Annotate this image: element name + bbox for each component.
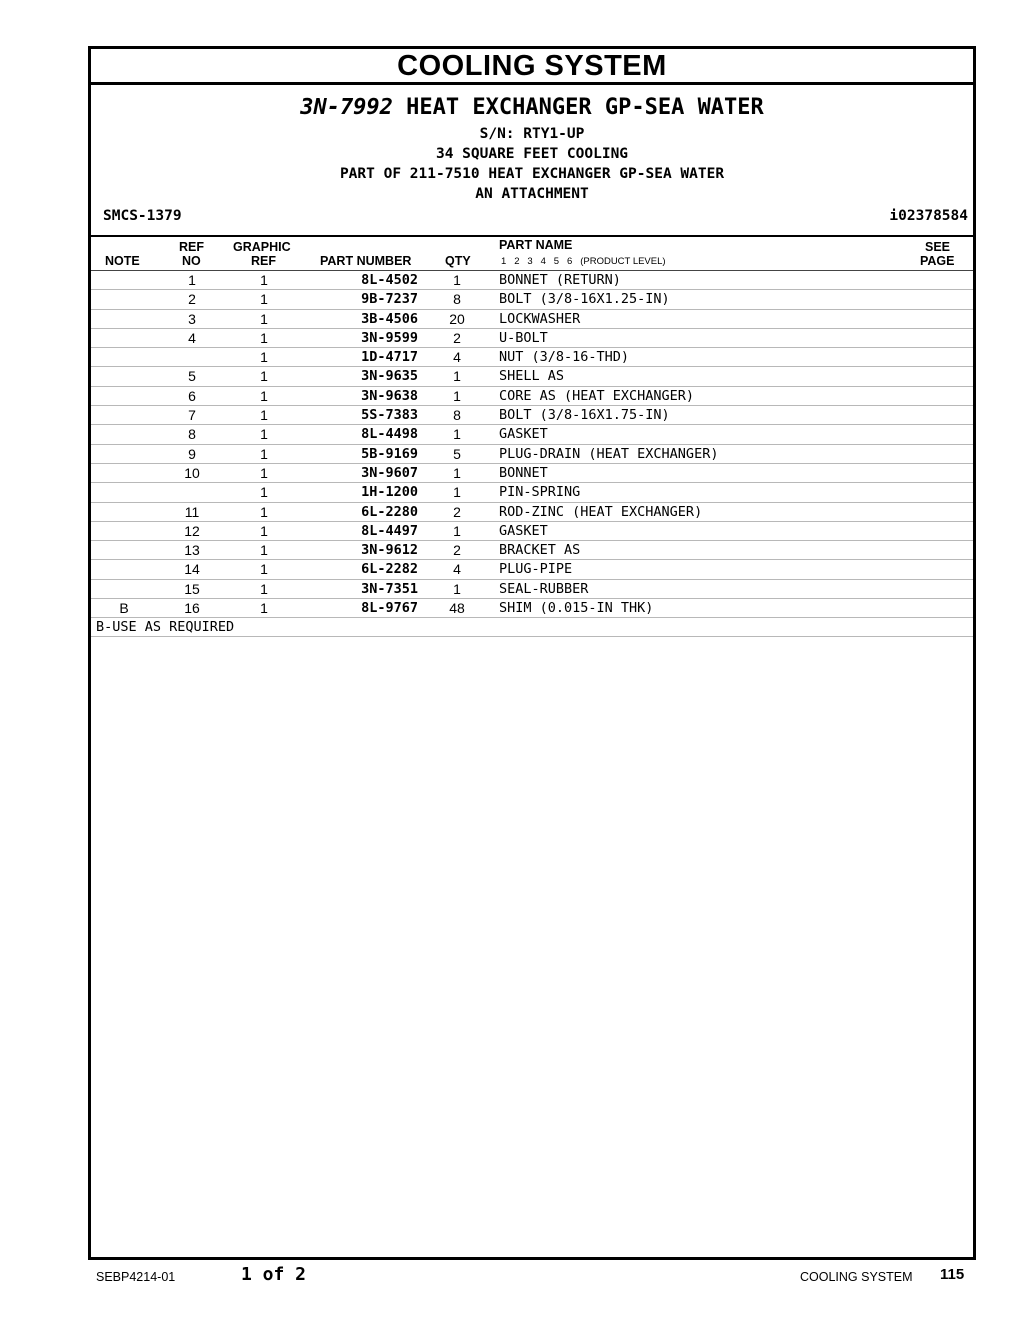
col-qty: QTY: [445, 254, 471, 268]
part-name-cell: CORE AS (HEAT EXCHANGER): [499, 387, 695, 404]
part-of-text: PART OF 211-7510 HEAT EXCHANGER GP-SEA WATER: [339, 166, 725, 182]
graphic-ref-cell: 1: [260, 310, 268, 327]
ref-no-cell: 13: [184, 542, 200, 559]
ref-no-cell: 5: [188, 368, 196, 385]
group-part-number: 3N-7992: [300, 95, 393, 120]
table-row: [91, 367, 973, 386]
attachment-text: AN ATTACHMENT: [475, 186, 589, 202]
part-number-cell: 8L-4498: [361, 426, 418, 443]
ref-no-cell: 15: [184, 580, 200, 597]
qty-cell: 4: [453, 561, 461, 578]
part-number-cell: 1D-4717: [361, 349, 418, 366]
table-row: [91, 522, 973, 541]
col-see-bottom: PAGE: [920, 254, 955, 268]
qty-cell: 1: [453, 272, 461, 288]
part-number-cell: 8L-4497: [361, 522, 418, 539]
table-row: [91, 290, 973, 309]
ref-no-cell: 2: [188, 291, 196, 308]
qty-cell: 2: [453, 329, 461, 346]
table-row: [91, 483, 973, 502]
graphic-ref-cell: 1: [260, 542, 268, 559]
part-name-cell: BRACKET AS: [499, 542, 581, 559]
parts-page-frame: [88, 46, 976, 1260]
table-row: [91, 425, 973, 444]
part-number-cell: 3N-9638: [361, 387, 418, 404]
qty-cell: 5: [453, 445, 461, 462]
graphic-ref-cell: 1: [260, 503, 268, 520]
col-see-top: SEE: [925, 240, 951, 254]
part-name-cell: SHELL AS: [499, 368, 565, 385]
ref-no-cell: 16: [184, 600, 200, 617]
ref-no-cell: 6: [188, 387, 196, 404]
qty-cell: 8: [453, 407, 461, 424]
footer-doc-id: SEBP4214-01: [96, 1270, 176, 1284]
ref-no-cell: 9: [188, 445, 196, 462]
footer-page-number: 115: [940, 1266, 965, 1283]
ref-no-cell: 3: [188, 310, 196, 327]
table-row: [91, 560, 973, 579]
ref-no-cell: 10: [184, 464, 200, 481]
col-graphic-top: GRAPHIC: [233, 240, 291, 254]
table-row: [91, 503, 973, 522]
cooling-spec: 34 SQUARE FEET COOLING: [435, 146, 629, 162]
graphic-ref-cell: 1: [260, 329, 268, 346]
ref-no-cell: 12: [184, 522, 200, 539]
ref-no-cell: 1: [188, 272, 196, 288]
parts-list: [91, 271, 973, 637]
part-number-cell: 1H-1200: [361, 484, 418, 501]
graphic-ref-cell: 1: [260, 349, 268, 366]
part-name-cell: BONNET (RETURN): [499, 272, 621, 288]
footer-section: COOLING SYSTEM: [800, 1270, 913, 1284]
qty-cell: 1: [453, 580, 461, 597]
part-name-cell: BONNET: [499, 464, 548, 481]
table-row: [91, 599, 973, 618]
part-number-cell: 6L-2282: [361, 561, 418, 578]
part-number-cell: 3N-9635: [361, 368, 418, 385]
part-number-cell: 8L-4502: [361, 272, 418, 288]
table-row: [91, 464, 973, 483]
part-name-cell: SHIM (0.015-IN THK): [499, 600, 654, 617]
table-row: [91, 445, 973, 464]
table-row: [91, 348, 973, 367]
ref-no-cell: 14: [184, 561, 200, 578]
ref-no-cell: 7: [188, 407, 196, 424]
part-number-cell: 3N-9607: [361, 464, 418, 481]
col-ref-top: REF: [179, 240, 204, 254]
part-name-cell: GASKET: [499, 522, 548, 539]
graphic-ref-cell: 1: [260, 522, 268, 539]
group-title: [91, 95, 973, 121]
graphic-ref-cell: 1: [260, 407, 268, 424]
graphic-ref-cell: 1: [260, 387, 268, 404]
part-name-cell: GASKET: [499, 426, 548, 443]
footnote: B-USE AS REQUIRED: [91, 618, 973, 637]
part-number-cell: 3N-9612: [361, 542, 418, 559]
table-row: [91, 310, 973, 329]
section-title: COOLING SYSTEM: [91, 49, 973, 85]
col-note: NOTE: [105, 254, 140, 268]
qty-cell: 1: [453, 522, 461, 539]
col-graphic-bottom: REF: [251, 254, 276, 268]
graphic-ref-cell: 1: [260, 464, 268, 481]
part-name-cell: U-BOLT: [499, 329, 548, 346]
part-number-cell: 3B-4506: [361, 310, 418, 327]
table-row: [91, 406, 973, 425]
part-name-cell: BOLT (3/8-16X1.25-IN): [499, 291, 670, 308]
qty-cell: 48: [449, 600, 465, 617]
ref-no-cell: 8: [188, 426, 196, 443]
page-footer: [0, 1262, 1020, 1292]
graphic-ref-cell: 1: [260, 445, 268, 462]
parts-group-header: [91, 85, 973, 237]
group-name: HEAT EXCHANGER GP-SEA WATER: [406, 95, 764, 120]
qty-cell: 20: [449, 310, 465, 327]
part-name-cell: LOCKWASHER: [499, 310, 581, 327]
part-number-cell: 6L-2280: [361, 503, 418, 520]
table-row: [91, 541, 973, 560]
ref-no-cell: 11: [184, 503, 200, 520]
part-number-cell: 5B-9169: [361, 445, 418, 462]
qty-cell: 2: [453, 503, 461, 520]
col-ref-bottom: NO: [182, 254, 201, 268]
part-number-cell: 8L-9767: [361, 600, 418, 617]
serial-range: S/N: RTY1-UP: [479, 126, 585, 142]
part-number-cell: 9B-7237: [361, 291, 418, 308]
qty-cell: 2: [453, 542, 461, 559]
illustration-id: i02378584: [889, 208, 968, 224]
qty-cell: 1: [453, 426, 461, 443]
col-product-levels: 1 2 3 4 5 6 (PRODUCT LEVEL): [501, 256, 666, 267]
smcs-code: SMCS-1379: [103, 208, 182, 224]
graphic-ref-cell: 1: [260, 561, 268, 578]
qty-cell: 1: [453, 387, 461, 404]
table-row: [91, 580, 973, 599]
col-part-number: PART NUMBER: [320, 254, 412, 268]
table-row: [91, 271, 973, 290]
graphic-ref-cell: 1: [260, 368, 268, 385]
graphic-ref-cell: 1: [260, 426, 268, 443]
part-number-cell: 3N-9599: [361, 329, 418, 346]
graphic-ref-cell: 1: [260, 291, 268, 308]
qty-cell: 1: [453, 484, 461, 501]
part-name-cell: PLUG-DRAIN (HEAT EXCHANGER): [499, 445, 719, 462]
note-cell: B: [119, 600, 129, 617]
qty-cell: 1: [453, 464, 461, 481]
graphic-ref-cell: 1: [260, 484, 268, 501]
part-name-cell: NUT (3/8-16-THD): [499, 349, 630, 366]
graphic-ref-cell: 1: [260, 580, 268, 597]
qty-cell: 8: [453, 291, 461, 308]
graphic-ref-cell: 1: [260, 600, 268, 617]
col-part-name: PART NAME: [499, 238, 573, 252]
part-name-cell: PLUG-PIPE: [499, 561, 573, 578]
qty-cell: 4: [453, 349, 461, 366]
part-name-cell: SEAL-RUBBER: [499, 580, 589, 597]
table-row: [91, 329, 973, 348]
footer-page-of: 1 of 2: [241, 1264, 307, 1285]
qty-cell: 1: [453, 368, 461, 385]
ref-no-cell: 4: [188, 329, 196, 346]
column-headers: [91, 237, 973, 271]
part-number-cell: 3N-7351: [361, 580, 418, 597]
table-row: [91, 387, 973, 406]
part-name-cell: BOLT (3/8-16X1.75-IN): [499, 407, 670, 424]
graphic-ref-cell: 1: [260, 272, 268, 288]
part-number-cell: 5S-7383: [361, 407, 418, 424]
part-name-cell: ROD-ZINC (HEAT EXCHANGER): [499, 503, 703, 520]
part-name-cell: PIN-SPRING: [499, 484, 581, 501]
